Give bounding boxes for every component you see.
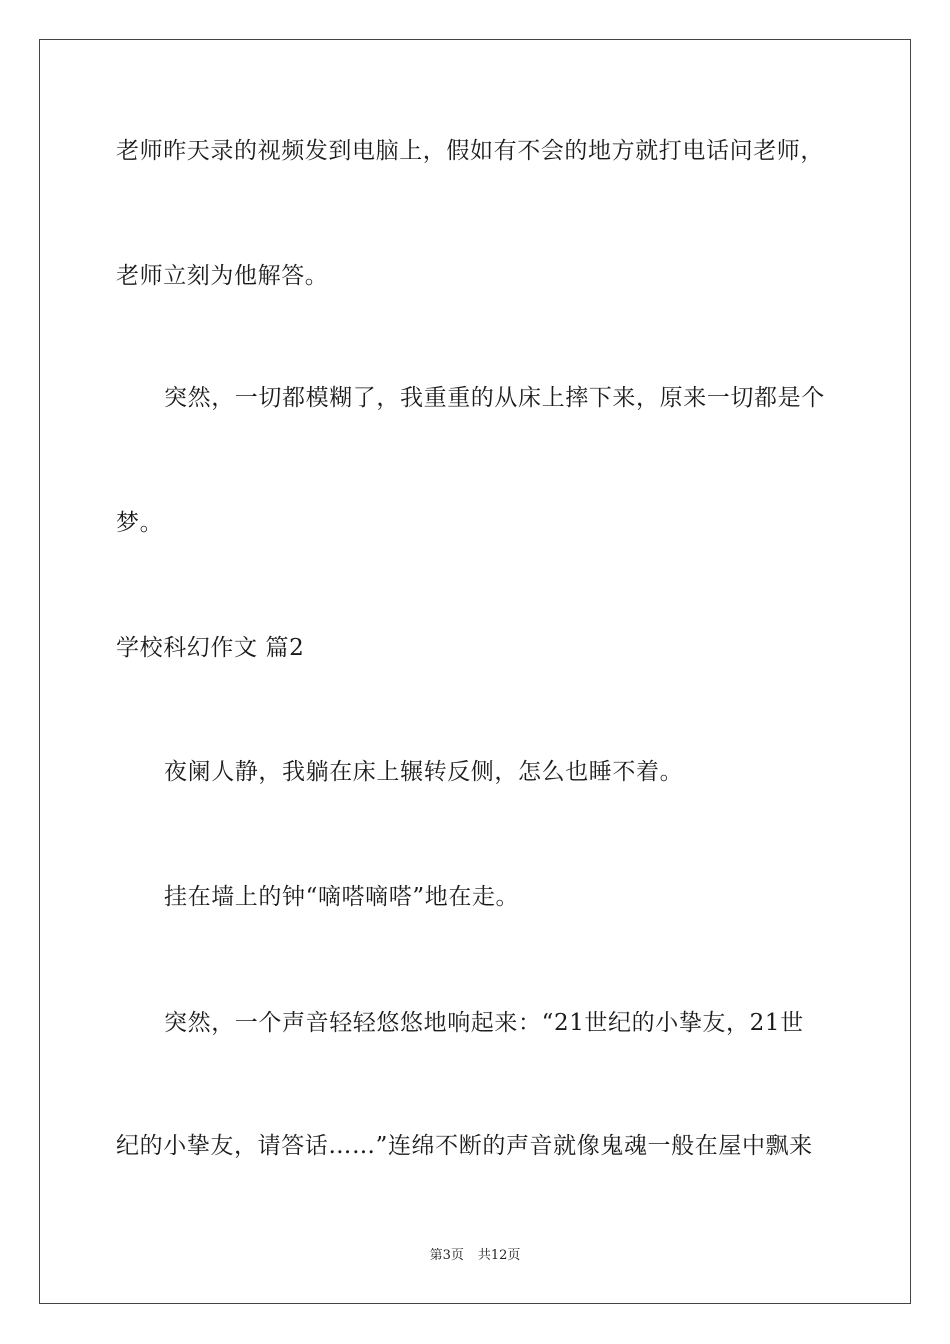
paragraph-first-line: 突然，一切都模糊了，我重重的从床上摔下来，原来一切都是个 — [164, 385, 825, 411]
body-text-line: 纪的小挚友，请答话……”连绵不断的声音就像鬼魂一般在屋中飘来 — [116, 1133, 813, 1159]
body-text-line: 梦。 — [116, 510, 164, 536]
paragraph-first-line: 挂在墙上的钟“嘀嗒嘀嗒”地在走。 — [164, 884, 520, 910]
paragraph-first-line: 突然，一个声音轻轻悠悠地响起来：“21世纪的小挚友，21世 — [164, 1010, 804, 1036]
paragraph-first-line: 夜阑人静，我躺在床上辗转反侧，怎么也睡不着。 — [164, 759, 684, 785]
page-number-total: 共12页 — [477, 1248, 521, 1263]
body-text-line: 老师昨天录的视频发到电脑上，假如有不会的地方就打电话问老师， — [116, 138, 824, 164]
page-border — [39, 39, 911, 1304]
body-text-line: 老师立刻为他解答。 — [116, 263, 329, 289]
page-footer — [0, 1247, 950, 1265]
page-number-current: 第3页 — [429, 1248, 464, 1263]
section-heading: 学校科幻作文 篇2 — [116, 635, 305, 661]
